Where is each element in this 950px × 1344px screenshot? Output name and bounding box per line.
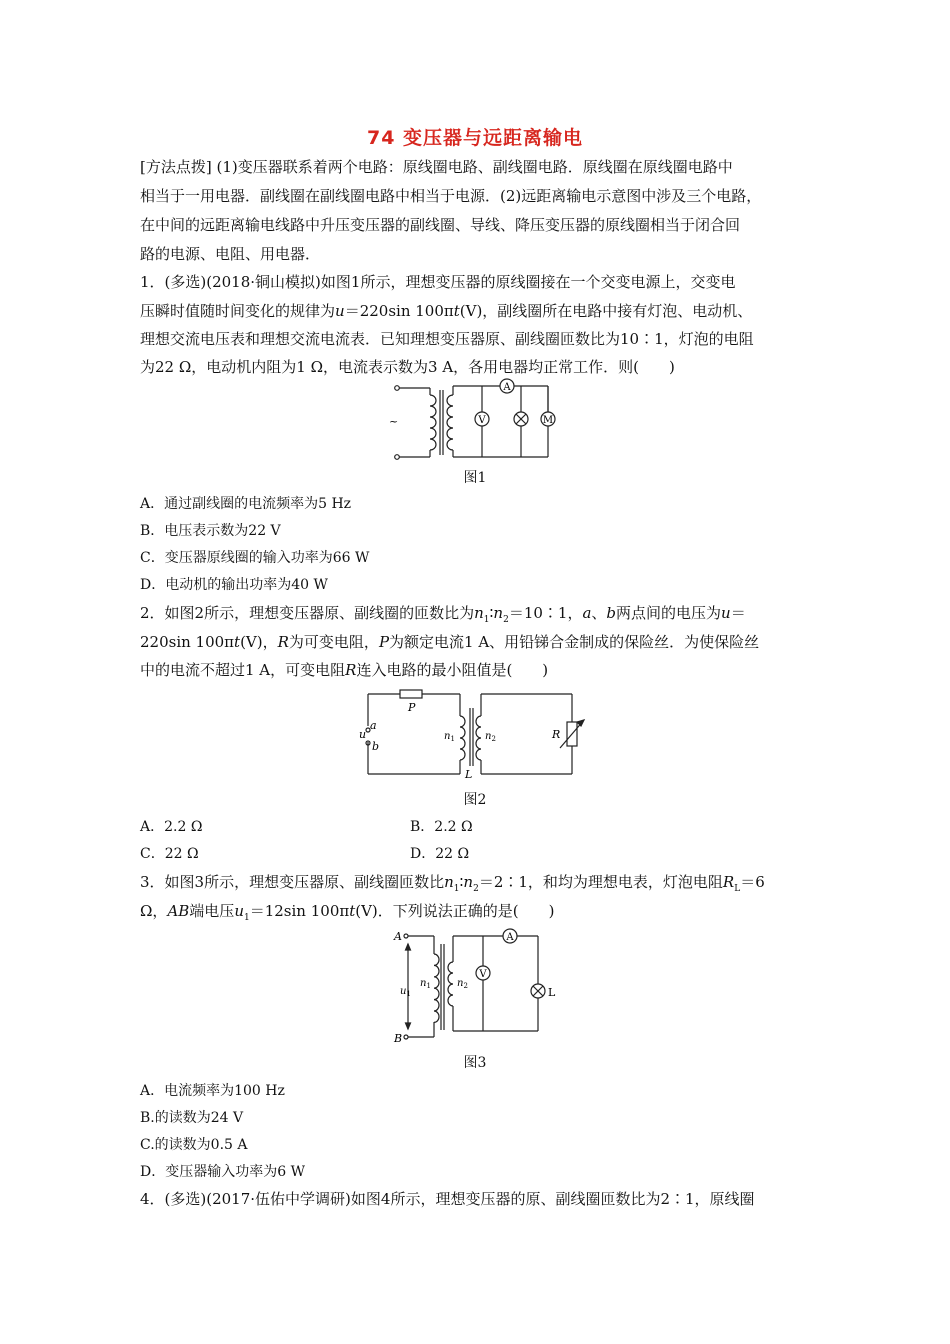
q2-option-d: D．22 Ω — [410, 846, 470, 862]
fig2-n2-label: $n_2$ — [485, 731, 496, 743]
fig2-u-label: u — [359, 728, 367, 741]
fig2-a-label: a — [370, 719, 377, 732]
q1-option-a: A．通过副线圈的电流频率为5 Hz — [140, 496, 352, 512]
fig3-voltmeter-label: V — [479, 969, 487, 980]
fig3-n1-label: $n_1$ — [420, 978, 431, 990]
q4-line-1: 4．(多选)(2017·伍佑中学调研)如图4所示，理想变压器的原、副线圈匝数比为2∶1，原线圈 — [140, 1190, 755, 1208]
fig3-A-label: A — [394, 930, 402, 943]
fig3-B-label: B — [394, 1032, 403, 1045]
fig3-n2-label: $n_2$ — [457, 978, 468, 990]
figure-1-circuit — [380, 375, 570, 467]
q3-line-1: 3．如图3所示，理想变压器原、副线圈匝数比$n_1∶n_2=2∶1$，和均为理想电表，灯泡电阻$R_L=6$ — [140, 873, 765, 894]
q3-option-a: A．电流频率为100 Hz — [140, 1083, 285, 1099]
fig1-motor-label: M — [542, 415, 554, 426]
fig1-voltmeter-label: V — [478, 415, 486, 426]
fig2-b-label: b — [372, 740, 380, 753]
method-line-2: 相当于一用电器．副线圈在副线圈电路中相当于电源．(2)远距离输电示意图中涉及三个电路， — [140, 187, 762, 205]
figure-2-circuit — [360, 686, 600, 780]
q1-line-1: 1．(多选)(2018·铜山模拟)如图1所示，理想变压器的原线圈接在一个交变电源上，交变电 — [140, 273, 736, 291]
fig2-L-label: L — [465, 768, 473, 781]
fig1-source-label: ~ — [389, 415, 399, 428]
method-line-1: [方法点拨] (1)变压器联系着两个电路：原线圈电路、副线圈电路．原线圈在原线圈电路中 — [140, 158, 733, 176]
q1-line-2: 压瞬时值随时间变化的规律为u＝220sin 100πt(V)，副线圈所在电路中接有灯泡、电动机、 — [140, 302, 753, 320]
figure-3-caption: 图3 — [463, 1055, 487, 1071]
fig2-R-label: R — [552, 728, 561, 741]
fig3-ammeter-label: A — [506, 932, 514, 943]
q2-line-2: 220sin 100πt(V)，R为可变电阻，P为额定电流1 A、用铅锑合金制成的保险丝．为使保险丝 — [140, 633, 760, 651]
q1-option-d: D．电动机的输出功率为40 W — [140, 577, 328, 593]
fig3-u1-label: $u_1$ — [400, 986, 411, 998]
page-title: 74 变压器与远距离输电 — [366, 127, 584, 149]
q2-line-3: 中的电流不超过1 A，可变电阻R连入电路的最小阻值是( ) — [140, 661, 549, 679]
q3-line-2: Ω，AB端电压$u_1=12\sin$ 100πt(V)．下列说法正确的是( ) — [140, 902, 555, 923]
q3-option-b: B.的读数为24 V — [140, 1110, 244, 1126]
figure-2-caption: 图2 — [463, 792, 487, 808]
fig3-L-label: L — [548, 986, 556, 999]
q2-option-b: B．2.2 Ω — [410, 819, 473, 835]
method-line-4: 路的电源、电阻、用电器． — [140, 245, 321, 263]
q1-line-4: 为22 Ω，电动机内阻为1 Ω，电流表示数为3 A，各用电器均正常工作．则( ) — [140, 358, 675, 376]
q2-option-c: C．22 Ω — [140, 846, 199, 862]
q3-option-d: D．变压器输入功率为6 W — [140, 1164, 305, 1180]
fig1-ammeter-label: A — [503, 382, 511, 393]
q1-line-3: 理想交流电压表和理想交流电流表．已知理想变压器原、副线圈匝数比为10∶1，灯泡的电阻 — [140, 330, 754, 348]
method-line-3: 在中间的远距离输电线路中升压变压器的副线圈、导线、降压变压器的原线圈相当于闭合回 — [140, 216, 741, 234]
q1-option-c: C．变压器原线圈的输入功率为66 W — [140, 550, 370, 566]
q2-option-a: A．2.2 Ω — [140, 819, 203, 835]
q3-option-c: C.的读数为0.5 A — [140, 1137, 248, 1153]
fig2-n1-label: $n_1$ — [444, 731, 455, 743]
q2-line-1: 2．如图2所示，理想变压器原、副线圈的匝数比为$n_1∶n_2=10∶1$，a、b两点间的电压为u＝ — [140, 604, 746, 625]
figure-1-caption: 图1 — [463, 470, 487, 486]
q1-option-b: B．电压表示数为22 V — [140, 523, 281, 539]
fig2-P-label: P — [408, 701, 416, 714]
figure-3-circuit — [390, 926, 570, 1048]
